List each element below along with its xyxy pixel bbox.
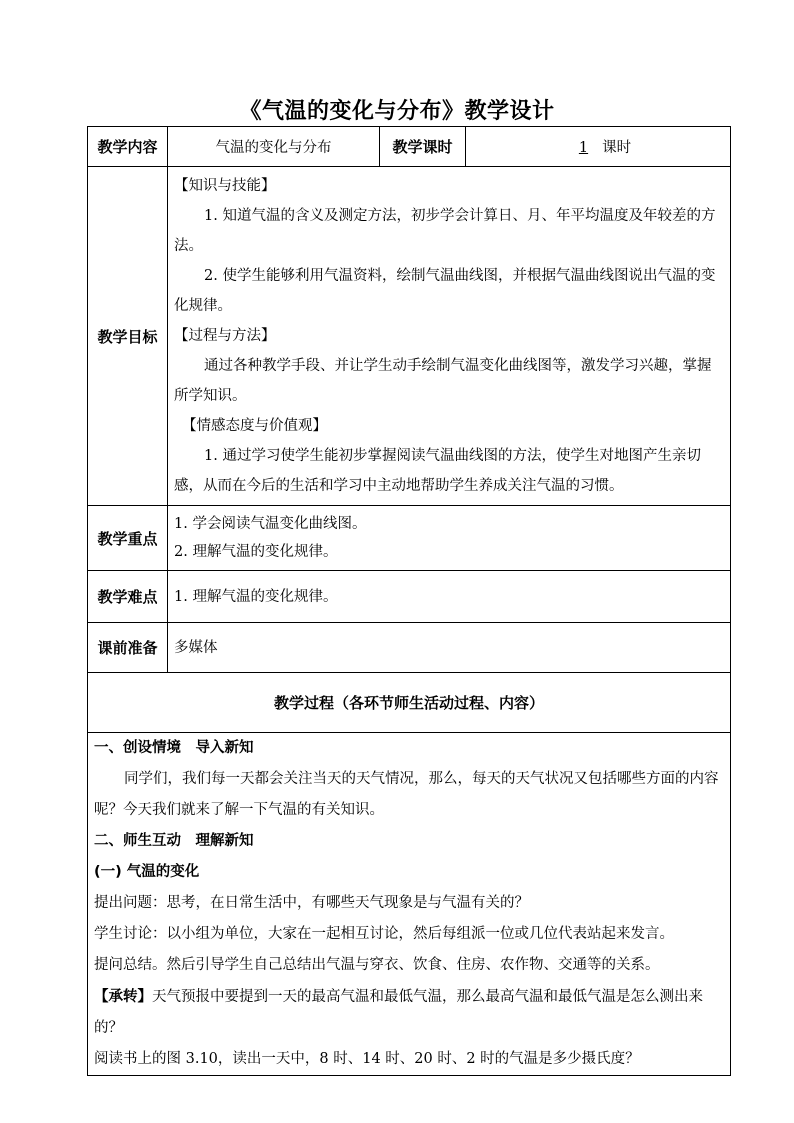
row-process-title [88, 673, 731, 733]
paragraph: 同学们，我们每一天都会关注当天的天气情况，那么，每天的天气状况又包括哪些方面的内容呢？今天我们就来了解一下气温的有关知识。 [94, 771, 719, 818]
goal-item: 2. 使学生能够利用气温资料，绘制气温曲线图，并根据气温曲线图说出气温的变化规律。 [174, 268, 716, 314]
transition-tag: 【承转】 [94, 988, 152, 1005]
row-difficulties [88, 571, 731, 623]
goal-heading-knowledge: 【知识与技能】 [174, 178, 276, 194]
hours-number: 1 [578, 140, 589, 156]
goal-item: 1. 通过学习使学生能初步掌握阅读气温曲线图的方法，使学生对地图产生亲切感，从而在今后的生活和学习中主动地帮助学生养成关注气温的习惯。 [174, 448, 701, 494]
section-heading: 二、师生互动 理解新知 [94, 833, 254, 849]
keypoints-content [168, 506, 731, 571]
process-content [88, 733, 731, 1076]
document-title: 《气温的变化与分布》教学设计 [239, 98, 555, 124]
subsection-heading: (一) 气温的变化 [94, 864, 200, 880]
section-heading: 一、创设情境 导入新知 [94, 740, 254, 756]
difficulties-content [168, 571, 731, 623]
difficulty-item: 1. 理解气温的变化规律。 [174, 588, 338, 605]
paragraph: 提问总结。然后引导学生自己总结出气温与穿衣、饮食、住房、农作物、交通等的关系。 [94, 957, 660, 973]
lesson-plan-table [87, 126, 731, 1076]
goal-heading-process: 【过程与方法】 [174, 328, 276, 344]
paragraph: 提出问题：思考，在日常生活中，有哪些天气现象是与气温有关的？ [94, 895, 529, 911]
row-content [88, 127, 731, 167]
transition-text: 天气预报中要提到一天的最高气温和最低气温，那么最高气温和最低气温是怎么测出来的？ [94, 989, 703, 1036]
goals-content [168, 167, 731, 506]
hours-value [466, 127, 731, 167]
difficulties-label: 教学难点 [88, 571, 168, 623]
process-title: 教学过程（各环节师生活动过程、内容） [88, 673, 731, 733]
keypoints-label: 教学重点 [88, 506, 168, 571]
hours-label: 教学课时 [380, 127, 466, 167]
paragraph [94, 981, 724, 1044]
prep-label: 课前准备 [88, 623, 168, 673]
goal-item: 通过各种教学手段、并让学生动手绘制气温变化曲线图等，激发学习兴趣，掌握所学知识。 [174, 358, 712, 404]
goal-item: 1. 知道气温的含义及测定方法，初步学会计算日、月、年平均温度及年较差的方法。 [174, 208, 716, 254]
keypoint-item: 2. 理解气温的变化规律。 [174, 544, 338, 560]
content-value: 气温的变化与分布 [168, 127, 380, 167]
goals-label: 教学目标 [88, 167, 168, 506]
row-goals [88, 167, 731, 506]
content-label: 教学内容 [88, 127, 168, 167]
row-process-body [88, 733, 731, 1076]
row-prep [88, 623, 731, 673]
keypoint-item: 1. 学会阅读气温变化曲线图。 [174, 516, 367, 532]
hours-unit: 课时 [602, 140, 632, 156]
prep-value: 多媒体 [168, 623, 731, 673]
paragraph: 学生讨论：以小组为单位，大家在一起相互讨论，然后每组派一位或几位代表站起来发言。 [94, 926, 674, 942]
goal-heading-attitude: 【情感态度与价值观】 [182, 418, 327, 434]
row-keypoints [88, 506, 731, 571]
paragraph: 阅读书上的图 3.10，读出一天中，8 时、14 时、20 时、2 时的气温是多少摄氏度？ [94, 1051, 640, 1067]
